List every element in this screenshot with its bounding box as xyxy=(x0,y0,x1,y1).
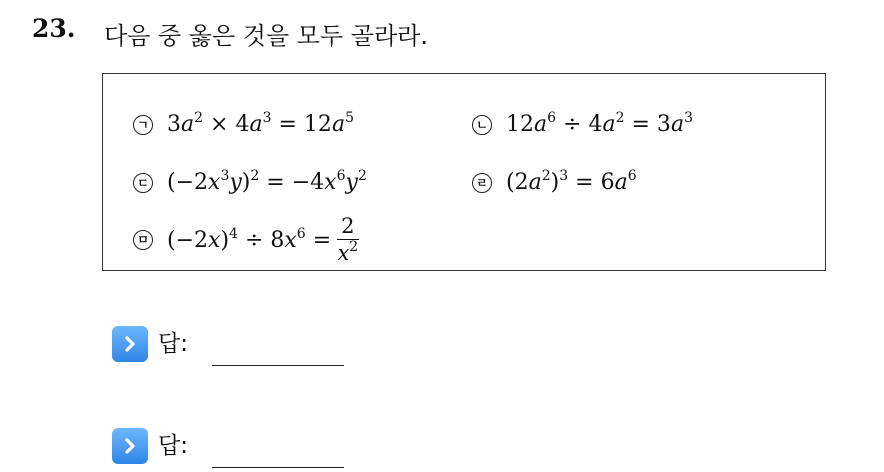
answer-label: 답: xyxy=(158,331,188,357)
answer-label: 답: xyxy=(158,433,188,459)
answer-blank[interactable] xyxy=(212,439,344,468)
chevron-right-icon xyxy=(112,326,148,362)
choice-c xyxy=(133,170,367,195)
fraction-denominator: $x^2$ xyxy=(337,239,359,265)
question-number: 23. xyxy=(32,14,76,43)
choice-marker: ㄴ xyxy=(472,115,492,135)
question-text: 다음 중 옳은 것을 모두 골라라. xyxy=(104,22,428,50)
choice-b xyxy=(472,112,693,137)
choice-d xyxy=(472,170,637,195)
choices-box xyxy=(102,73,826,271)
answer-row-2 xyxy=(112,428,344,464)
answer-row-1 xyxy=(112,326,344,362)
choice-marker: ㄹ xyxy=(472,173,492,193)
choice-expression: $3a^2 \times 4a^3 = 12a^5$ xyxy=(167,110,354,137)
choice-expression: $(2a^2)^3 = 6a^6$ xyxy=(506,168,637,195)
choice-expression: $12a^6 \div 4a^2 = 3a^3$ xyxy=(506,110,693,137)
choice-expression: $(-2x)^4 \div 8x^6$ = xyxy=(167,225,332,253)
fraction-numerator: 2 xyxy=(337,216,358,240)
choice-e xyxy=(133,216,359,264)
choice-a xyxy=(133,112,354,137)
fraction xyxy=(337,216,358,264)
answer-blank[interactable] xyxy=(212,337,344,366)
choice-marker: ㄱ xyxy=(133,115,153,135)
choice-expression: $(-2x^3y)^2 = -4x^6y^2$ xyxy=(167,168,367,195)
chevron-right-icon xyxy=(112,428,148,464)
choice-marker: ㅁ xyxy=(133,230,153,250)
choice-marker: ㄷ xyxy=(133,173,153,193)
